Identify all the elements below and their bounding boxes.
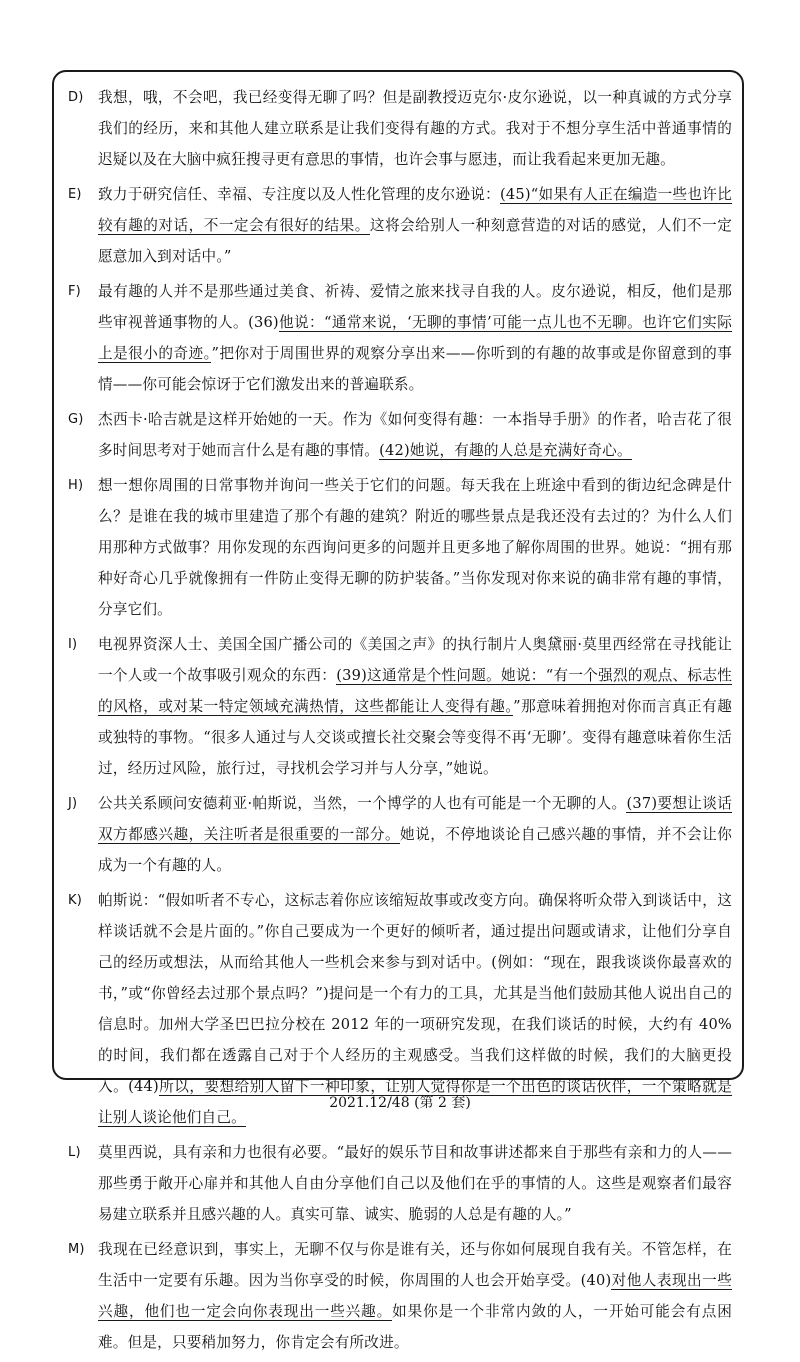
text-segment: 她说，不停地谈论自己感兴趣的事情，并不会让你成为一个有趣的人。 [98, 826, 732, 874]
paragraph-text [98, 411, 732, 460]
paragraph-text [98, 283, 732, 393]
paragraph-text [98, 636, 732, 777]
text-segment: 最有趣的人并不是那些通过美食、祈祷、爱情之旅来找寻自我的人。皮尔逊说，相反，他们是那些审视普通事物的人。(36) [98, 283, 732, 331]
paragraph-label: K) [68, 893, 82, 908]
underlined-answer-text: 他说：“通常来说，‘无聊的事情’可能一点儿也不无聊。也许它们实际上是很小的奇迹。 [98, 314, 732, 362]
paragraph-label: M) [68, 1242, 85, 1257]
text-segment: 这将会给别人一种刻意营造的对话的感觉，人们不一定愿意加入到对话中。” [98, 217, 732, 265]
text-segment: 我想，哦，不会吧，我已经变得无聊了吗？但是副教授迈克尔·皮尔逊说，以一种真诚的方式分享我们的经历，来和其他人建立联系是让我们变得有趣的方式。我对于不想分享生活中普通事情的迟疑以及在大脑中疯狂搜寻更有意思的事情，也许会事与愿违，而让我看起来更加无趣。 [98, 89, 732, 168]
paragraph-d [68, 82, 732, 175]
paragraph-f [68, 276, 732, 400]
paragraph-text [98, 186, 732, 265]
paragraph-text [98, 1144, 732, 1223]
paragraph-label: F) [68, 284, 81, 299]
paragraph-label: E) [68, 187, 82, 202]
text-segment: 我现在已经意识到，事实上，无聊不仅与你是谁有关，还与你如何展现自我有关。不管怎样，在生活中一定要有乐趣。因为当你享受的时候，你周围的人也会开始享受。(40) [98, 1241, 732, 1289]
text-segment: 电视界资深人士、美国全国广播公司的《美国之声》的执行制片人奥黛丽·莫里西经常在寻找能让一个人或一个故事吸引观众的东西： [98, 636, 732, 684]
paragraph-label: L) [68, 1145, 81, 1160]
paragraph-text [98, 795, 732, 874]
paragraph-label: G) [68, 412, 84, 427]
text-segment: 如果你是一个非常内敛的人，一开始可能会有点困难。但是，只要稍加努力，你肯定会有所改进。 [98, 1303, 732, 1351]
paragraph-g [68, 404, 732, 466]
underlined-answer-text: 对他人表现出一些兴趣，他们也一定会向你表现出一些兴趣。 [98, 1272, 732, 1320]
paragraph-label: H) [68, 478, 84, 493]
paragraph-text [98, 1241, 732, 1351]
paragraph-label: D) [68, 90, 84, 105]
text-segment: 致力于研究信任、幸福、专注度以及人性化管理的皮尔逊说： [98, 186, 501, 203]
paragraph-list [68, 82, 732, 1362]
paragraph-l [68, 1137, 732, 1230]
underlined-answer-text: (37)要想让谈话双方都感兴趣，关注听者是很重要的一部分。 [98, 795, 733, 843]
text-segment: 想一想你周围的日常事物并询问一些关于它们的问题。每天我在上班途中看到的街边纪念碑是什么？是谁在我的城市里建造了那个有趣的建筑？附近的哪些景点是我还没有去过的？为什么人们用那种方式做事？用你发现的东西询问更多的问题并且更多地了解你周围的世界。她说：“拥有那种好奇心几乎就像拥有一件防止变得无聊的防护装备。”当你发现对你来说的确非常有趣的事情，分享它们。 [98, 477, 732, 618]
paragraph-label: I) [68, 637, 78, 652]
underlined-answer-text: (45)“如果有人正在编造一些也许比较有趣的对话，不一定会有很好的结果。 [98, 186, 732, 234]
text-segment: 莫里西说，具有亲和力也很有必要。“最好的娱乐节目和故事讲述都来自于那些有亲和力的人——那些勇于敞开心扉并和其他人自由分享他们自己以及他们在乎的事情的人。这些是观察者们最容易建立联系并且感兴趣的人。真实可靠、诚实、脆弱的人总是有趣的人。” [98, 1144, 732, 1223]
text-segment: ”把你对于周围世界的观察分享出来——你听到的有趣的故事或是你留意到的事情——你可能会惊讶于它们激发出来的普遍联系。 [98, 345, 732, 393]
text-segment: 杰西卡·哈吉就是这样开始她的一天。作为《如何变得有趣：一本指导手册》的作者，哈吉花了很多时间思考对于她而言什么是有趣的事情。 [98, 411, 732, 459]
underlined-answer-text: (42)她说，有趣的人总是充满好奇心。 [379, 442, 632, 459]
text-segment: 公共关系顾问安德莉亚·帕斯说，当然，一个博学的人也有可能是一个无聊的人。 [98, 795, 627, 812]
underlined-answer-text: 所以，要想给别人留下一种印象，让别人觉得你是一个出色的谈话伙伴，一个策略就是让别人谈论他们自己。 [98, 1078, 732, 1126]
paragraph-text [98, 477, 732, 618]
text-segment: ”那意味着拥抱对你而言真正有趣或独特的事物。“很多人通过与人交谈或擅长社交聚会等变得不再‘无聊’。变得有趣意味着你生活过，经历过风险，旅行过，寻找机会学习并与人分享，”她说。 [98, 698, 732, 777]
paragraph-j [68, 788, 732, 881]
paragraph-label: J) [68, 796, 78, 811]
page-footer: 2021.12/48 (第 2 套) [329, 1095, 471, 1111]
paragraph-m [68, 1234, 732, 1358]
paragraph-text [98, 89, 732, 168]
text-segment: 帕斯说：“假如听者不专心，这标志着你应该缩短故事或改变方向。确保将听众带入到谈话中，这样谈话就不会是片面的。”你自己要成为一个更好的倾听者，通过提出问题或请求，让他们分享自己的经历或想法，从而给其他人一些机会来参与到对话中。(例如：“现在，跟我谈谈你最喜欢的书，”或“你曾经去过那个景点吗？”)提问是一个有力的工具，尤其是当他们鼓励其他人说出自己的信息时。加州大学圣巴巴拉分校在 2012 年的一项研究发现，在我们谈话的时候，大约有 40% 的时间，我们都在透露自己对于个人经历的主观感受。当我们这样做的时候，我们的大脑更投入。(44) [98, 892, 732, 1095]
paragraph-e [68, 179, 732, 272]
paragraph-i [68, 629, 732, 784]
underlined-answer-text: (39)这通常是个性问题。她说：“有一个强烈的观点、标志性的风格，或对某一特定领域充满热情，这些都能让人变得有趣。 [98, 667, 732, 715]
paragraph-h [68, 470, 732, 625]
